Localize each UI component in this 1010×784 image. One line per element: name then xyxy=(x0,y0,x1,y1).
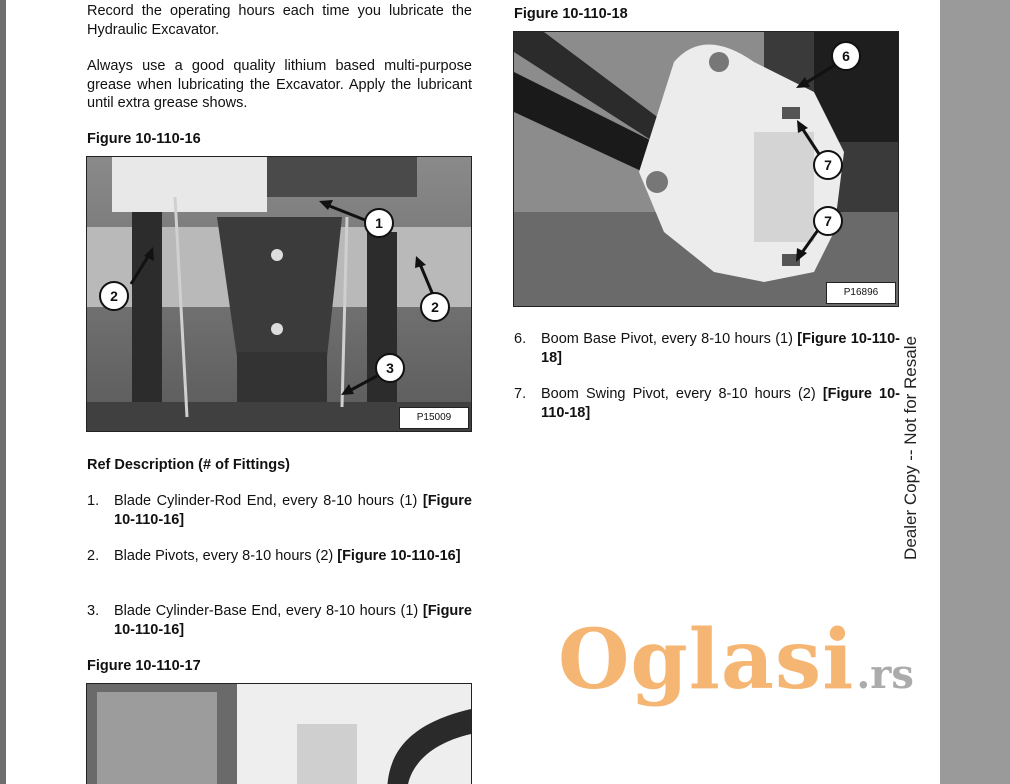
figure-reference: [Figure 10-110-18] xyxy=(541,386,901,421)
list-item xyxy=(514,330,900,368)
callout-2-left: 2 xyxy=(99,281,129,311)
item-number: 2. xyxy=(87,548,100,564)
figure-16-code: P15009 xyxy=(399,407,469,429)
list-item xyxy=(87,547,472,566)
figure-18-title: Figure 10-110-18 xyxy=(514,6,628,22)
intro-paragraph-1: Record the operating hours each time you lubricate the Hydraulic Excavator. xyxy=(87,3,472,38)
intro-paragraph-2: Always use a good quality lithium based multi-purpose grease when lubricating the Excavator. Apply the lubricant until extra grease shows. xyxy=(87,58,472,111)
figure-reference: [Figure 10-110-16] xyxy=(114,493,472,528)
logo-name: Oglasi xyxy=(558,612,855,708)
ref-heading: Ref Description (# of Fittings) xyxy=(87,457,290,473)
item-number: 1. xyxy=(87,493,100,509)
item-number: 3. xyxy=(87,603,100,619)
figure-reference: [Figure 10-110-18] xyxy=(541,331,900,366)
figure-16-title: Figure 10-110-16 xyxy=(87,131,201,147)
figure-18-photo xyxy=(513,31,899,307)
callout-1: 1 xyxy=(364,208,394,238)
oglasi-logo xyxy=(558,612,914,708)
logo-tld: .rs xyxy=(856,651,914,698)
dealer-copy-watermark: Dealer Copy -- Not for Resale xyxy=(901,336,920,560)
list-item xyxy=(87,492,472,530)
callout-3: 3 xyxy=(375,353,405,383)
item-number: 6. xyxy=(514,331,527,347)
item-text: Blade Pivots, every 8-10 hours (2) xyxy=(114,548,338,564)
callout-2-right: 2 xyxy=(420,292,450,322)
item-number: 7. xyxy=(514,386,527,402)
figure-17-title: Figure 10-110-17 xyxy=(87,658,201,674)
callout-6: 6 xyxy=(831,41,861,71)
item-text: Boom Base Pivot, every 8-10 hours (1) xyxy=(541,331,798,347)
list-item xyxy=(87,602,472,640)
item-text: Blade Cylinder-Rod End, every 8-10 hours (1) xyxy=(114,493,423,509)
figure-reference: [Figure 10-110-16] xyxy=(114,603,472,638)
item-text: Boom Swing Pivot, every 8-10 hours (2) xyxy=(541,386,823,402)
figure-16-photo xyxy=(86,156,472,432)
list-item xyxy=(514,385,900,423)
callout-7-upper: 7 xyxy=(813,150,843,180)
document-page xyxy=(6,0,940,784)
figure-reference: [Figure 10-110-16] xyxy=(337,548,461,564)
figure-18-code: P16896 xyxy=(826,282,896,304)
callout-7-lower: 7 xyxy=(813,206,843,236)
item-text: Blade Cylinder-Base End, every 8-10 hours (1) xyxy=(114,603,423,619)
figure-17-photo xyxy=(86,683,472,784)
